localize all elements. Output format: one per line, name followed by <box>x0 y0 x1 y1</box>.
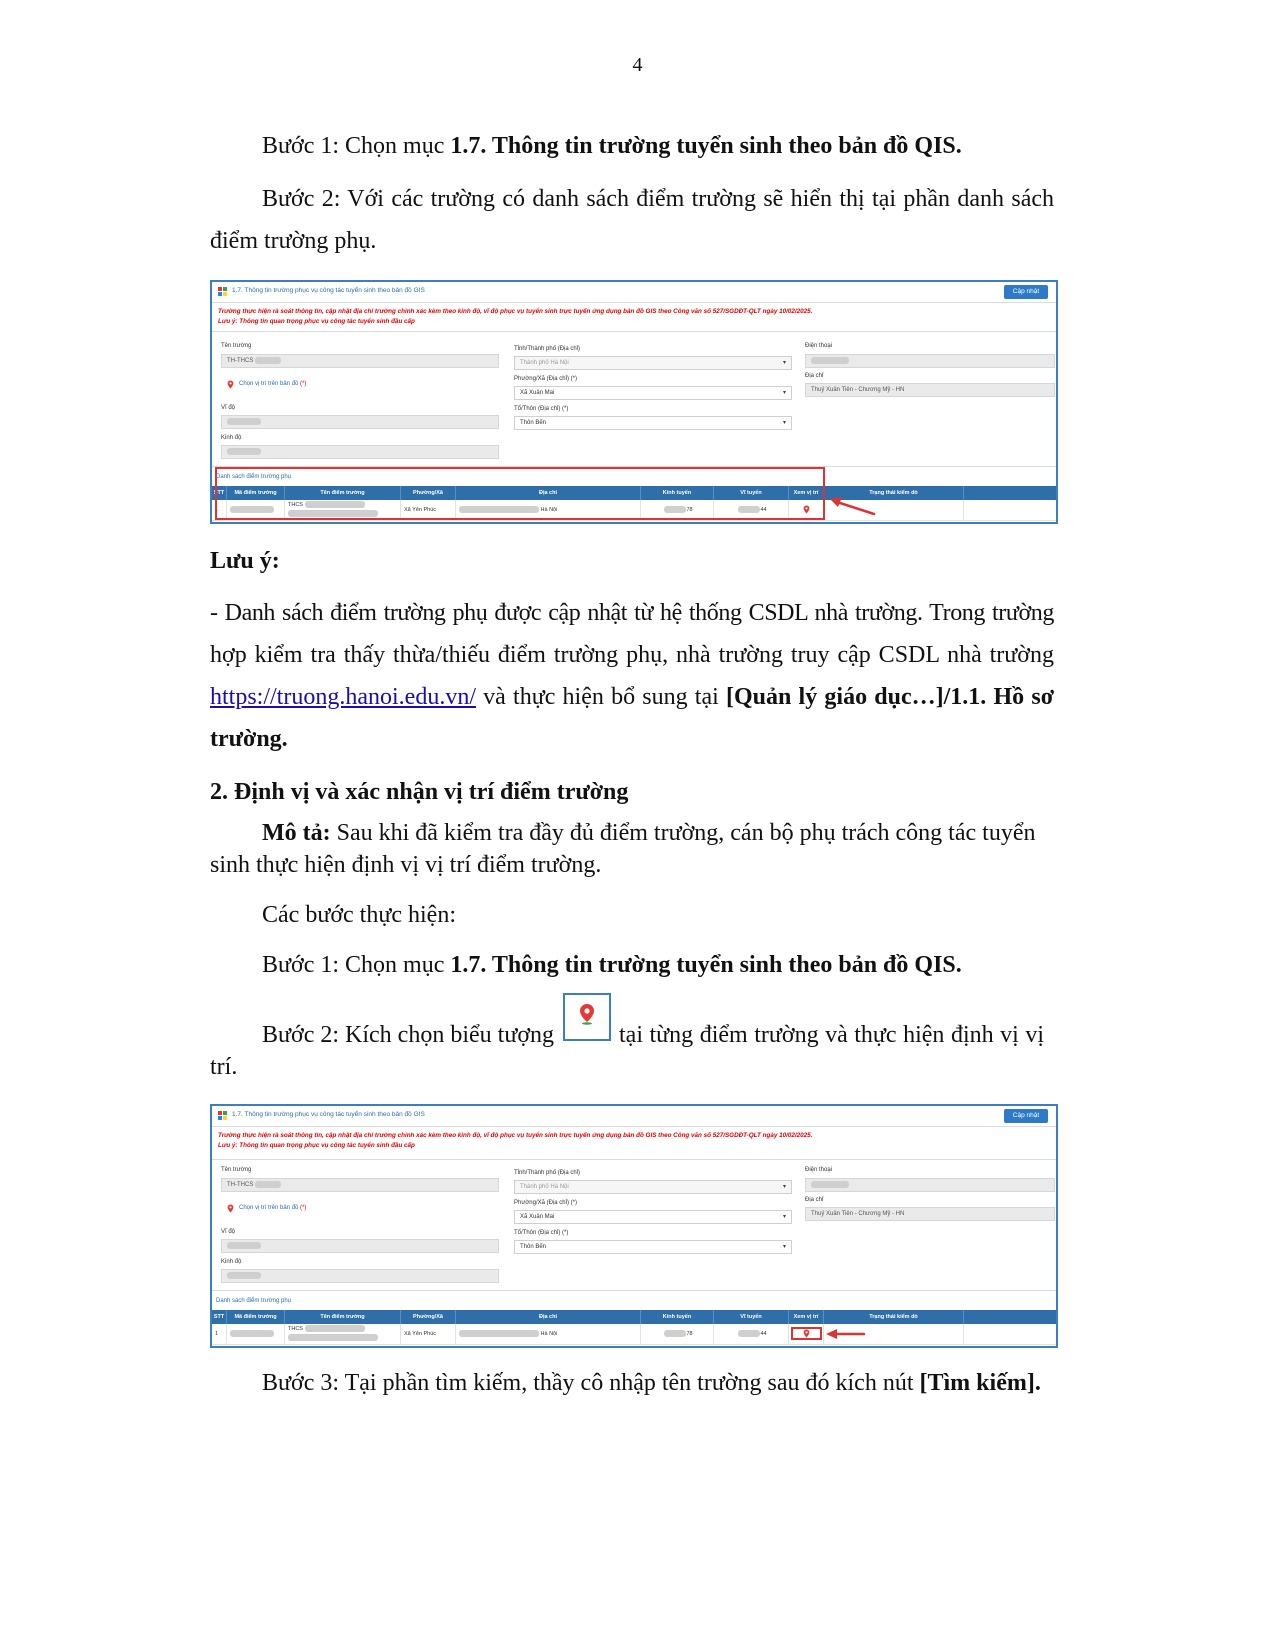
col-status: Trạng thái kiểm dò <box>823 1310 963 1324</box>
col-latitude: Vĩ tuyến <box>713 1310 788 1324</box>
refresh-button[interactable]: Cập nhật <box>1004 1109 1048 1123</box>
province-label: Tỉnh/Thành phố (Địa chỉ) <box>514 1170 581 1176</box>
step1-text: Bước 1: Chọn mục <box>262 133 451 159</box>
steps-intro: Các bước thực hiện: <box>262 902 456 928</box>
map-pin-icon <box>577 1003 597 1025</box>
table-row: 1 THCS Xã Yên Phúc Hà Nội 78 44 <box>212 1324 1056 1345</box>
panel-header <box>212 282 1056 303</box>
village-select[interactable]: Thôn Bến ▾ <box>514 1240 792 1254</box>
ward-label: Phường/Xã (Địa chỉ) (*) <box>514 1200 577 1206</box>
table-header <box>212 1310 1056 1324</box>
col-longitude: Kinh tuyến <box>640 486 713 500</box>
school-name-field[interactable]: TH-THCS <box>221 354 499 368</box>
highlight-box <box>215 467 825 520</box>
note-line1: - Danh sách điểm trường phụ được cập nhật từ hệ thống CSDL nhà trường. Trong trường <box>210 600 1054 626</box>
step2-line2: điểm trường phụ. <box>210 228 377 254</box>
note-text: Lưu ý: Thông tin quan trọng phục vụ công tác tuyển sinh đầu cấp <box>218 318 415 325</box>
phone-label: Điện thoại <box>805 1167 833 1173</box>
school-name-label: Tên trường <box>221 343 252 349</box>
ward-select[interactable]: Xã Xuân Mai ▾ <box>514 386 792 400</box>
col-longitude: Kinh tuyến <box>640 1310 713 1324</box>
section-heading: 2. Định vị và xác nhận vị trí điểm trường <box>210 779 629 805</box>
screenshot-1 <box>210 280 1058 524</box>
col-status: Trạng thái kiểm dò <box>823 486 963 500</box>
col-view-location: Xem vị trí <box>788 486 823 500</box>
step1-menu: 1.7. Thông tin trường tuyển sinh theo bản đồ QIS. <box>450 133 962 159</box>
screenshot-2 <box>210 1104 1058 1348</box>
app-logo-icon <box>218 287 227 296</box>
school-name-label: Tên trường <box>221 1167 252 1173</box>
col-code: Mã điểm trường <box>226 486 284 500</box>
panel-title: 1.7. Thông tin trường phục vụ công tác tuyển sinh theo bản đồ GIS <box>232 1111 425 1118</box>
ward-label: Phường/Xã (Địa chỉ) (*) <box>514 376 577 382</box>
village-select[interactable]: Thôn Bến ▾ <box>514 416 792 430</box>
province-select[interactable]: Thành phố Hà Nội ▾ <box>514 1180 792 1194</box>
step2b-after: tại từng điểm trường và thực hiện định vị vị <box>619 1022 1044 1048</box>
longitude-field[interactable] <box>221 1269 499 1283</box>
col-stt: STT <box>213 490 225 496</box>
step3-paragraph: Bước 3: Tại phần tìm kiếm, thầy cô nhập tên trường sau đó kích nút [Tìm kiếm]. <box>262 1370 1041 1396</box>
province-label: Tỉnh/Thành phố (Địa chỉ) <box>514 346 581 352</box>
longitude-label: Kinh độ <box>221 1259 242 1265</box>
refresh-button[interactable]: Cập nhật <box>1004 285 1048 299</box>
col-ward: Phường/Xã <box>400 1310 455 1324</box>
col-name: Tên điểm trường <box>284 486 400 500</box>
warning-text: Trường thực hiện rà soát thông tin, cập nhật địa chỉ trường chính xác kèm theo kinh độ, vĩ độ phục vụ tuyển sinh trực tuyến ứng dụng bản đồ GIS theo Công văn số 527/SGDĐT-QLT ngày 10/02/2025. <box>218 308 813 315</box>
sub-list-title: Danh sách điểm trường phụ <box>216 474 291 480</box>
app-logo-icon <box>218 1111 227 1120</box>
step2-line1: Bước 2: Với các trường có danh sách điểm trường sẽ hiển thị tại phần danh sách <box>262 186 1054 212</box>
longitude-field[interactable] <box>221 445 499 459</box>
col-address: Địa chỉ <box>455 486 640 500</box>
choose-on-map-link[interactable]: Chọn vị trí trên bản đồ (*) <box>239 1205 307 1211</box>
description-line2: sinh thực hiện định vị vị trí điểm trường. <box>210 852 602 878</box>
col-stt: STT <box>213 1314 225 1320</box>
note-text: Lưu ý: Thông tin quan trọng phục vụ công tác tuyển sinh đầu cấp <box>218 1142 415 1149</box>
description-line1: Mô tả: Sau khi đã kiểm tra đầy đủ điểm trường, cán bộ phụ trách công tác tuyển <box>262 820 1036 846</box>
sub-list-title: Danh sách điểm trường phụ <box>216 1298 291 1304</box>
village-label: Tổ/Thôn (Địa chỉ) (*) <box>514 1230 569 1236</box>
latitude-label: Vĩ độ <box>221 1229 236 1235</box>
highlight-box <box>791 1327 822 1340</box>
arrow-icon <box>828 494 876 518</box>
address-field[interactable]: Thuỷ Xuân Tiên - Chương Mỹ - HN <box>805 383 1055 397</box>
phone-field[interactable] <box>805 1178 1055 1192</box>
page-number: 4 <box>632 54 643 76</box>
address-label: Địa chỉ <box>805 373 824 379</box>
note-heading: Lưu ý: <box>210 548 280 574</box>
note-line2: hợp kiểm tra thấy thừa/thiếu điểm trường phụ, nhà trường truy cập CSDL nhà trường <box>210 642 1054 668</box>
panel-title: 1.7. Thông tin trường phục vụ công tác tuyển sinh theo bản đồ GIS <box>232 287 425 294</box>
col-ward: Phường/Xã <box>400 486 455 500</box>
col-address: Địa chỉ <box>455 1310 640 1324</box>
step1b-paragraph: Bước 1: Chọn mục 1.7. Thông tin trường tuyển sinh theo bản đồ QIS. <box>262 952 962 978</box>
school-db-link[interactable]: https://truong.hanoi.edu.vn/ <box>210 684 476 710</box>
panel-header <box>212 1106 1056 1127</box>
phone-field[interactable] <box>805 354 1055 368</box>
note-line4: trường. <box>210 726 288 752</box>
col-name: Tên điểm trường <box>284 1310 400 1324</box>
ward-select[interactable]: Xã Xuân Mai ▾ <box>514 1210 792 1224</box>
col-view-location: Xem vị trí <box>788 1310 823 1324</box>
col-latitude: Vĩ tuyến <box>713 486 788 500</box>
latitude-field[interactable] <box>221 415 499 429</box>
latitude-label: Vĩ độ <box>221 405 236 411</box>
map-pin-icon <box>226 1204 235 1213</box>
step1-paragraph <box>262 124 962 168</box>
col-code: Mã điểm trường <box>226 1310 284 1324</box>
longitude-label: Kinh độ <box>221 435 242 441</box>
step2b-before: Bước 2: Kích chọn biểu tượng <box>262 1022 555 1048</box>
address-label: Địa chỉ <box>805 1197 824 1203</box>
step2b-line2: trí. <box>210 1054 238 1080</box>
village-label: Tổ/Thôn (Địa chỉ) (*) <box>514 406 569 412</box>
map-pin-icon <box>226 380 235 389</box>
address-field[interactable]: Thuỷ Xuân Tiên - Chương Mỹ - HN <box>805 1207 1055 1221</box>
school-name-field[interactable]: TH-THCS <box>221 1178 499 1192</box>
arrow-icon <box>824 1326 866 1342</box>
choose-on-map-link[interactable]: Chọn vị trí trên bản đồ (*) <box>239 381 307 387</box>
phone-label: Điện thoại <box>805 343 833 349</box>
note-line3: https://truong.hanoi.edu.vn/ và thực hiện bổ sung tại [Quản lý giáo dục…]/1.1. Hồ sơ <box>210 684 1054 710</box>
table-row: 1 THCS Xã Yên Phúc Hà Nội 78 44 <box>212 500 1056 521</box>
latitude-field[interactable] <box>221 1239 499 1253</box>
warning-text: Trường thực hiện rà soát thông tin, cập nhật địa chỉ trường chính xác kèm theo kinh độ, vĩ độ phục vụ tuyển sinh trực tuyến ứng dụng bản đồ GIS theo Công văn số 527/SGDĐT-QLT ngày 10/02/2025. <box>218 1132 813 1139</box>
location-icon-box <box>563 993 611 1041</box>
province-select[interactable]: Thành phố Hà Nội ▾ <box>514 356 792 370</box>
